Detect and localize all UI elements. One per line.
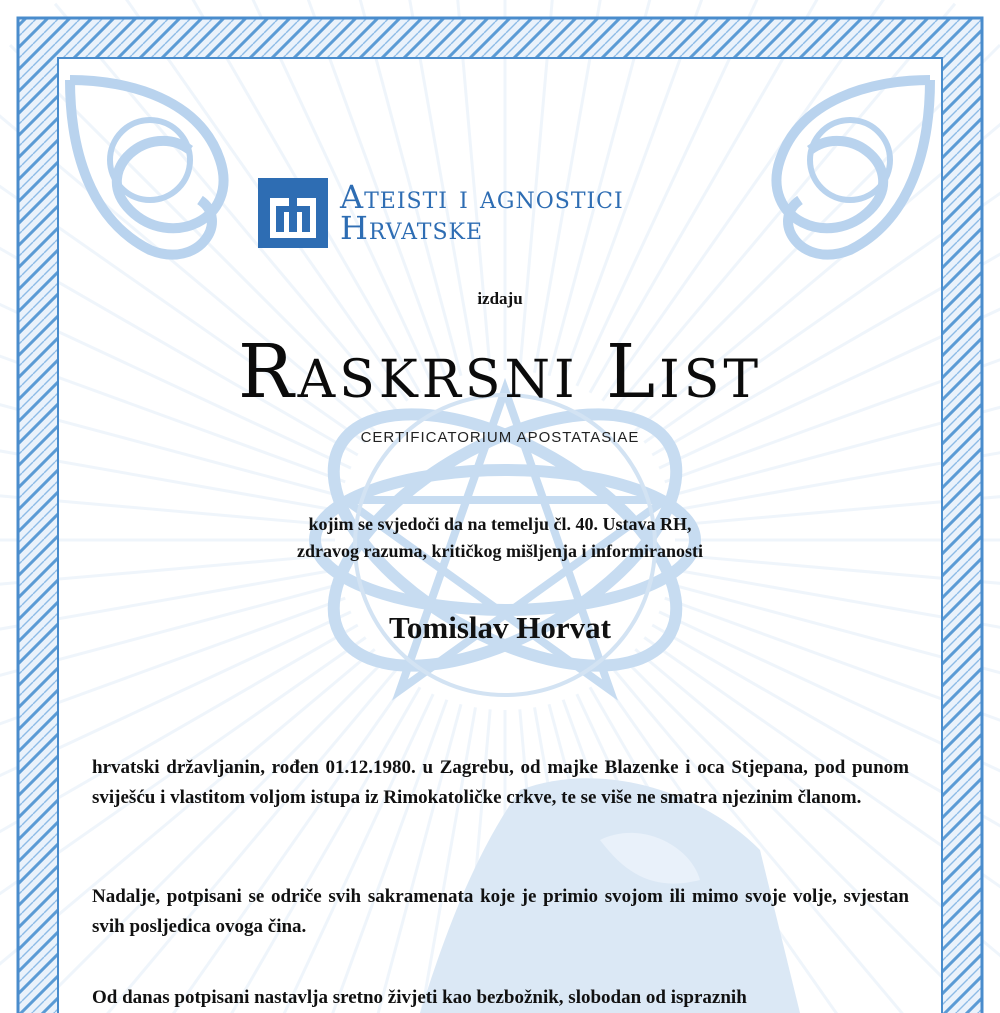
body-paragraph-2: Nadalje, potpisani se odriče svih sakramenata koje je primio svojom ili mimo svoje volje, svjestan svih posljedica ovoga čina. — [92, 886, 909, 937]
organization-logo — [258, 178, 624, 248]
organization-name-line1: Ateisti i agnostici — [340, 178, 624, 216]
issuer-text: izdaju — [477, 289, 523, 308]
body-paragraph-3: Od danas potpisani nastavlja sretno živjeti kao bezbožnik, slobodan od ispraznih — [92, 987, 747, 1008]
holder-name: Tomislav Horvat — [389, 610, 611, 645]
certificate-subtitle: CERTIFICATORIUM APOSTATASIAE — [360, 429, 640, 446]
attestation-text — [0, 511, 1000, 565]
attestation-line-1: kojim se svjedoči da na temelju čl. 40. Ustava RH, — [308, 514, 692, 534]
atheist-agnostic-logo-icon — [258, 178, 328, 248]
attestation-line-2: zdravog razuma, kritičkog mišljenja i informiranosti — [297, 541, 703, 561]
body-paragraph-1: hrvatski državljanin, rođen 01.12.1980. u Zagrebu, od majke Blazenke i oca Stjepana, pod punom sviješću i vlastitom voljom istupa iz Rimokatoličke crkve, te se više ne smatra njezinim članom. — [92, 757, 909, 808]
organization-name — [340, 178, 624, 247]
organization-name-line2: Hrvatske — [340, 209, 484, 247]
certificate-title: Raskrsni List — [237, 329, 763, 415]
